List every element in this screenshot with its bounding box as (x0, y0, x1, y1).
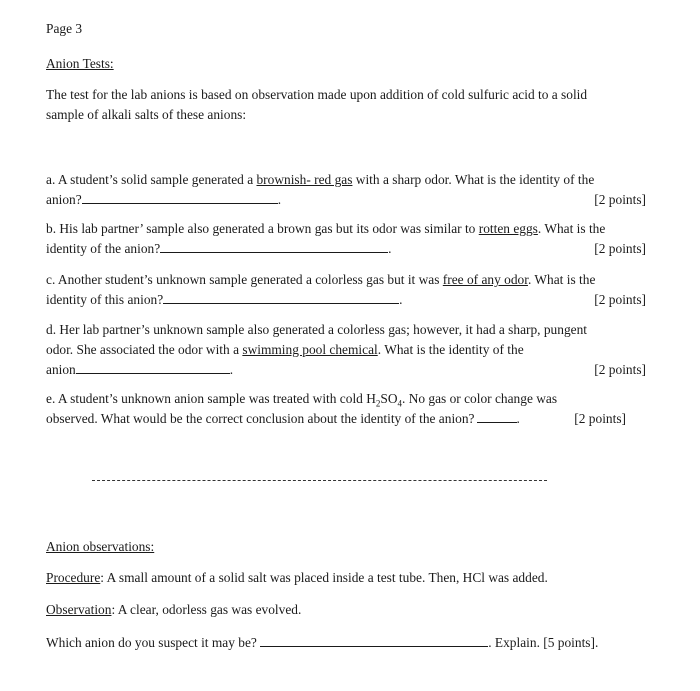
question-b-text-end: . What is the (537, 221, 606, 236)
subscript-4: 4 (397, 398, 402, 409)
question-c-text: c. Another student’s unknown sample generated a colorless gas but it was (46, 272, 443, 287)
question-b: b. His lab partner’ sample also generated a brown gas but its odor was similar to rotten eggs. What is the identity of the anion? . [2 points] (46, 219, 646, 259)
answer-blank-d[interactable] (76, 361, 230, 374)
intro-line-2: sample of alkali salts of these anions: (46, 107, 247, 122)
suspect-question (46, 634, 598, 651)
points-d: [2 points] (594, 362, 646, 377)
points-a: [2 points] (594, 192, 646, 207)
question-d-label: anion (46, 362, 76, 377)
observation-label: Observation (46, 602, 112, 617)
anion-observations-heading: Anion observations: (46, 539, 155, 554)
answer-blank-e[interactable] (477, 410, 517, 423)
observation-text: : A clear, odorless gas was evolved. (111, 602, 302, 617)
question-a-keyword: brownish- red gas (256, 172, 353, 187)
suspect-question-text: Which anion do you suspect it may be? (46, 635, 257, 650)
subscript-2: 2 (375, 398, 381, 409)
anion-tests-heading: Anion Tests: (46, 56, 114, 71)
points-e: [2 points] (574, 411, 626, 426)
question-e-text: e. A student’s unknown anion sample was treated with cold H (46, 391, 376, 406)
observation-line (46, 602, 301, 618)
question-c-text-end: . What is the (527, 272, 596, 287)
question-e: e. A student’s unknown anion sample was treated with cold $H_2SO_4$. No gas or color change was observed. What would be the correct conclusion about the identity of the anion? . [2 points] (46, 389, 626, 429)
answer-blank-a[interactable] (82, 191, 278, 204)
question-e-text-end: . No gas or color change was (402, 391, 558, 406)
answer-blank-suspect[interactable] (260, 634, 488, 647)
question-d-line1: d. Her lab partner’s unknown sample also generated a colorless gas; however, it had a sharp, pungent (46, 322, 587, 337)
dashed-divider (92, 480, 547, 481)
question-c: c. Another student’s unknown sample generated a colorless gas but it was free of any odor. What is the identity of this anion? . [2 points] (46, 270, 646, 310)
points-c: [2 points] (594, 292, 646, 307)
question-d: d. Her lab partner’s unknown sample also generated a colorless gas; however, it had a sharp, pungent odor. She associated the odor with a swimming pool chemical. What is the identity of the anion . [2 points] (46, 320, 646, 380)
question-c-label: identity of this anion? (46, 292, 164, 307)
question-d-text: odor. She associated the odor with a (46, 342, 243, 357)
question-d-keyword: swimming pool chemical (242, 342, 378, 357)
question-a: a. A student’s solid sample generated a brownish- red gas with a sharp odor. What is the identity of the anion? . [2 points] (46, 170, 646, 210)
page-label: Page 3 (46, 21, 83, 36)
answer-blank-b[interactable] (160, 240, 388, 253)
explain-text: . Explain. [5 points]. (488, 635, 599, 650)
procedure-text: : A small amount of a solid salt was placed inside a test tube. Then, HCl was added. (100, 570, 548, 585)
question-b-text: b. His lab partner’ sample also generated a brown gas but its odor was similar to (46, 221, 479, 236)
procedure-line (46, 570, 548, 586)
question-b-keyword: rotten eggs (478, 221, 538, 236)
question-e-line2: observed. What would be the correct conclusion about the identity of the anion? (46, 411, 475, 426)
answer-blank-c[interactable] (163, 291, 399, 304)
question-e-formula: SO (380, 391, 398, 406)
intro-line-1: The test for the lab anions is based on observation made upon addition of cold sulfuric acid to a solid (46, 87, 588, 102)
question-d-text-end: . What is the identity of the (377, 342, 524, 357)
question-a-text: a. A student’s solid sample generated a (46, 172, 257, 187)
procedure-label: Procedure (46, 570, 101, 585)
question-a-label: anion? (46, 192, 82, 207)
question-c-keyword: free of any odor (442, 272, 528, 287)
question-b-label: identity of the anion? (46, 241, 161, 256)
question-a-text-end: with a sharp odor. What is the identity of the (352, 172, 595, 187)
points-b: [2 points] (594, 241, 646, 256)
